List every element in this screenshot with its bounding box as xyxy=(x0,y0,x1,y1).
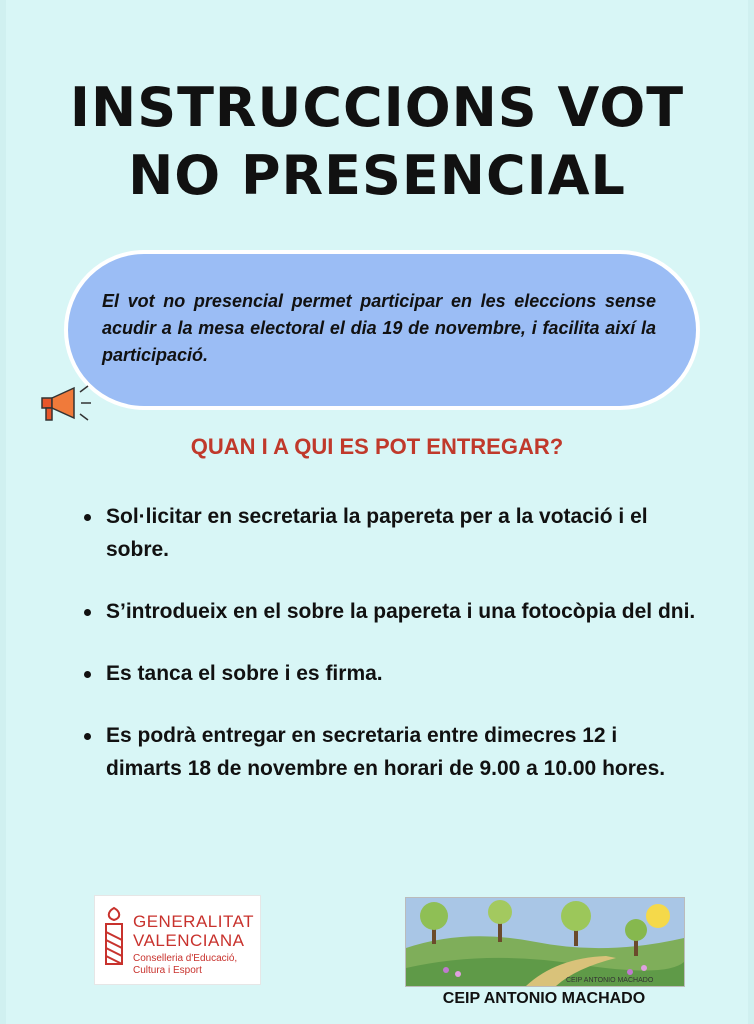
poster xyxy=(6,0,748,1024)
school-name: CEIP ANTONIO MACHADO xyxy=(442,990,646,1007)
generalitat-emblem-icon xyxy=(101,906,127,968)
intro-text: El vot no presencial permet participar en les eleccions sense acudir a la mesa electoral el dia 19 de novembre, i facilita així la participació. xyxy=(102,291,656,365)
section-heading: QUAN I A QUI ES POT ENTREGAR? xyxy=(190,434,564,459)
generalitat-logo xyxy=(94,895,261,985)
list-item: S’introdueix en el sobre la papereta i una fotocòpia del dni. xyxy=(78,595,698,628)
list-item: Es tanca el sobre i es firma. xyxy=(78,657,698,690)
list-item: Sol·licitar en secretaria la papereta per a la votació i el sobre. xyxy=(78,500,698,566)
intro-speech-bubble xyxy=(64,250,700,410)
instruction-list xyxy=(78,500,698,785)
title-line-2: NO PRESENCIAL xyxy=(128,144,626,207)
conselleria-name: Conselleria d'Educació, Cultura i Esport xyxy=(133,953,238,976)
page-title xyxy=(6,74,748,210)
megaphone-icon xyxy=(34,378,98,426)
school-illustration xyxy=(405,897,685,987)
illustration-caption: CEIP ANTONIO MACHADO xyxy=(566,977,654,984)
generalitat-name: GENERALITAT VALENCIANA xyxy=(133,912,255,950)
list-item: Es podrà entregar en secretaria entre dimecres 12 i dimarts 18 de novembre en horari de 9.00 a 10.00 hores. xyxy=(78,719,698,785)
title-line-1: INSTRUCCIONS VOT xyxy=(69,76,685,139)
